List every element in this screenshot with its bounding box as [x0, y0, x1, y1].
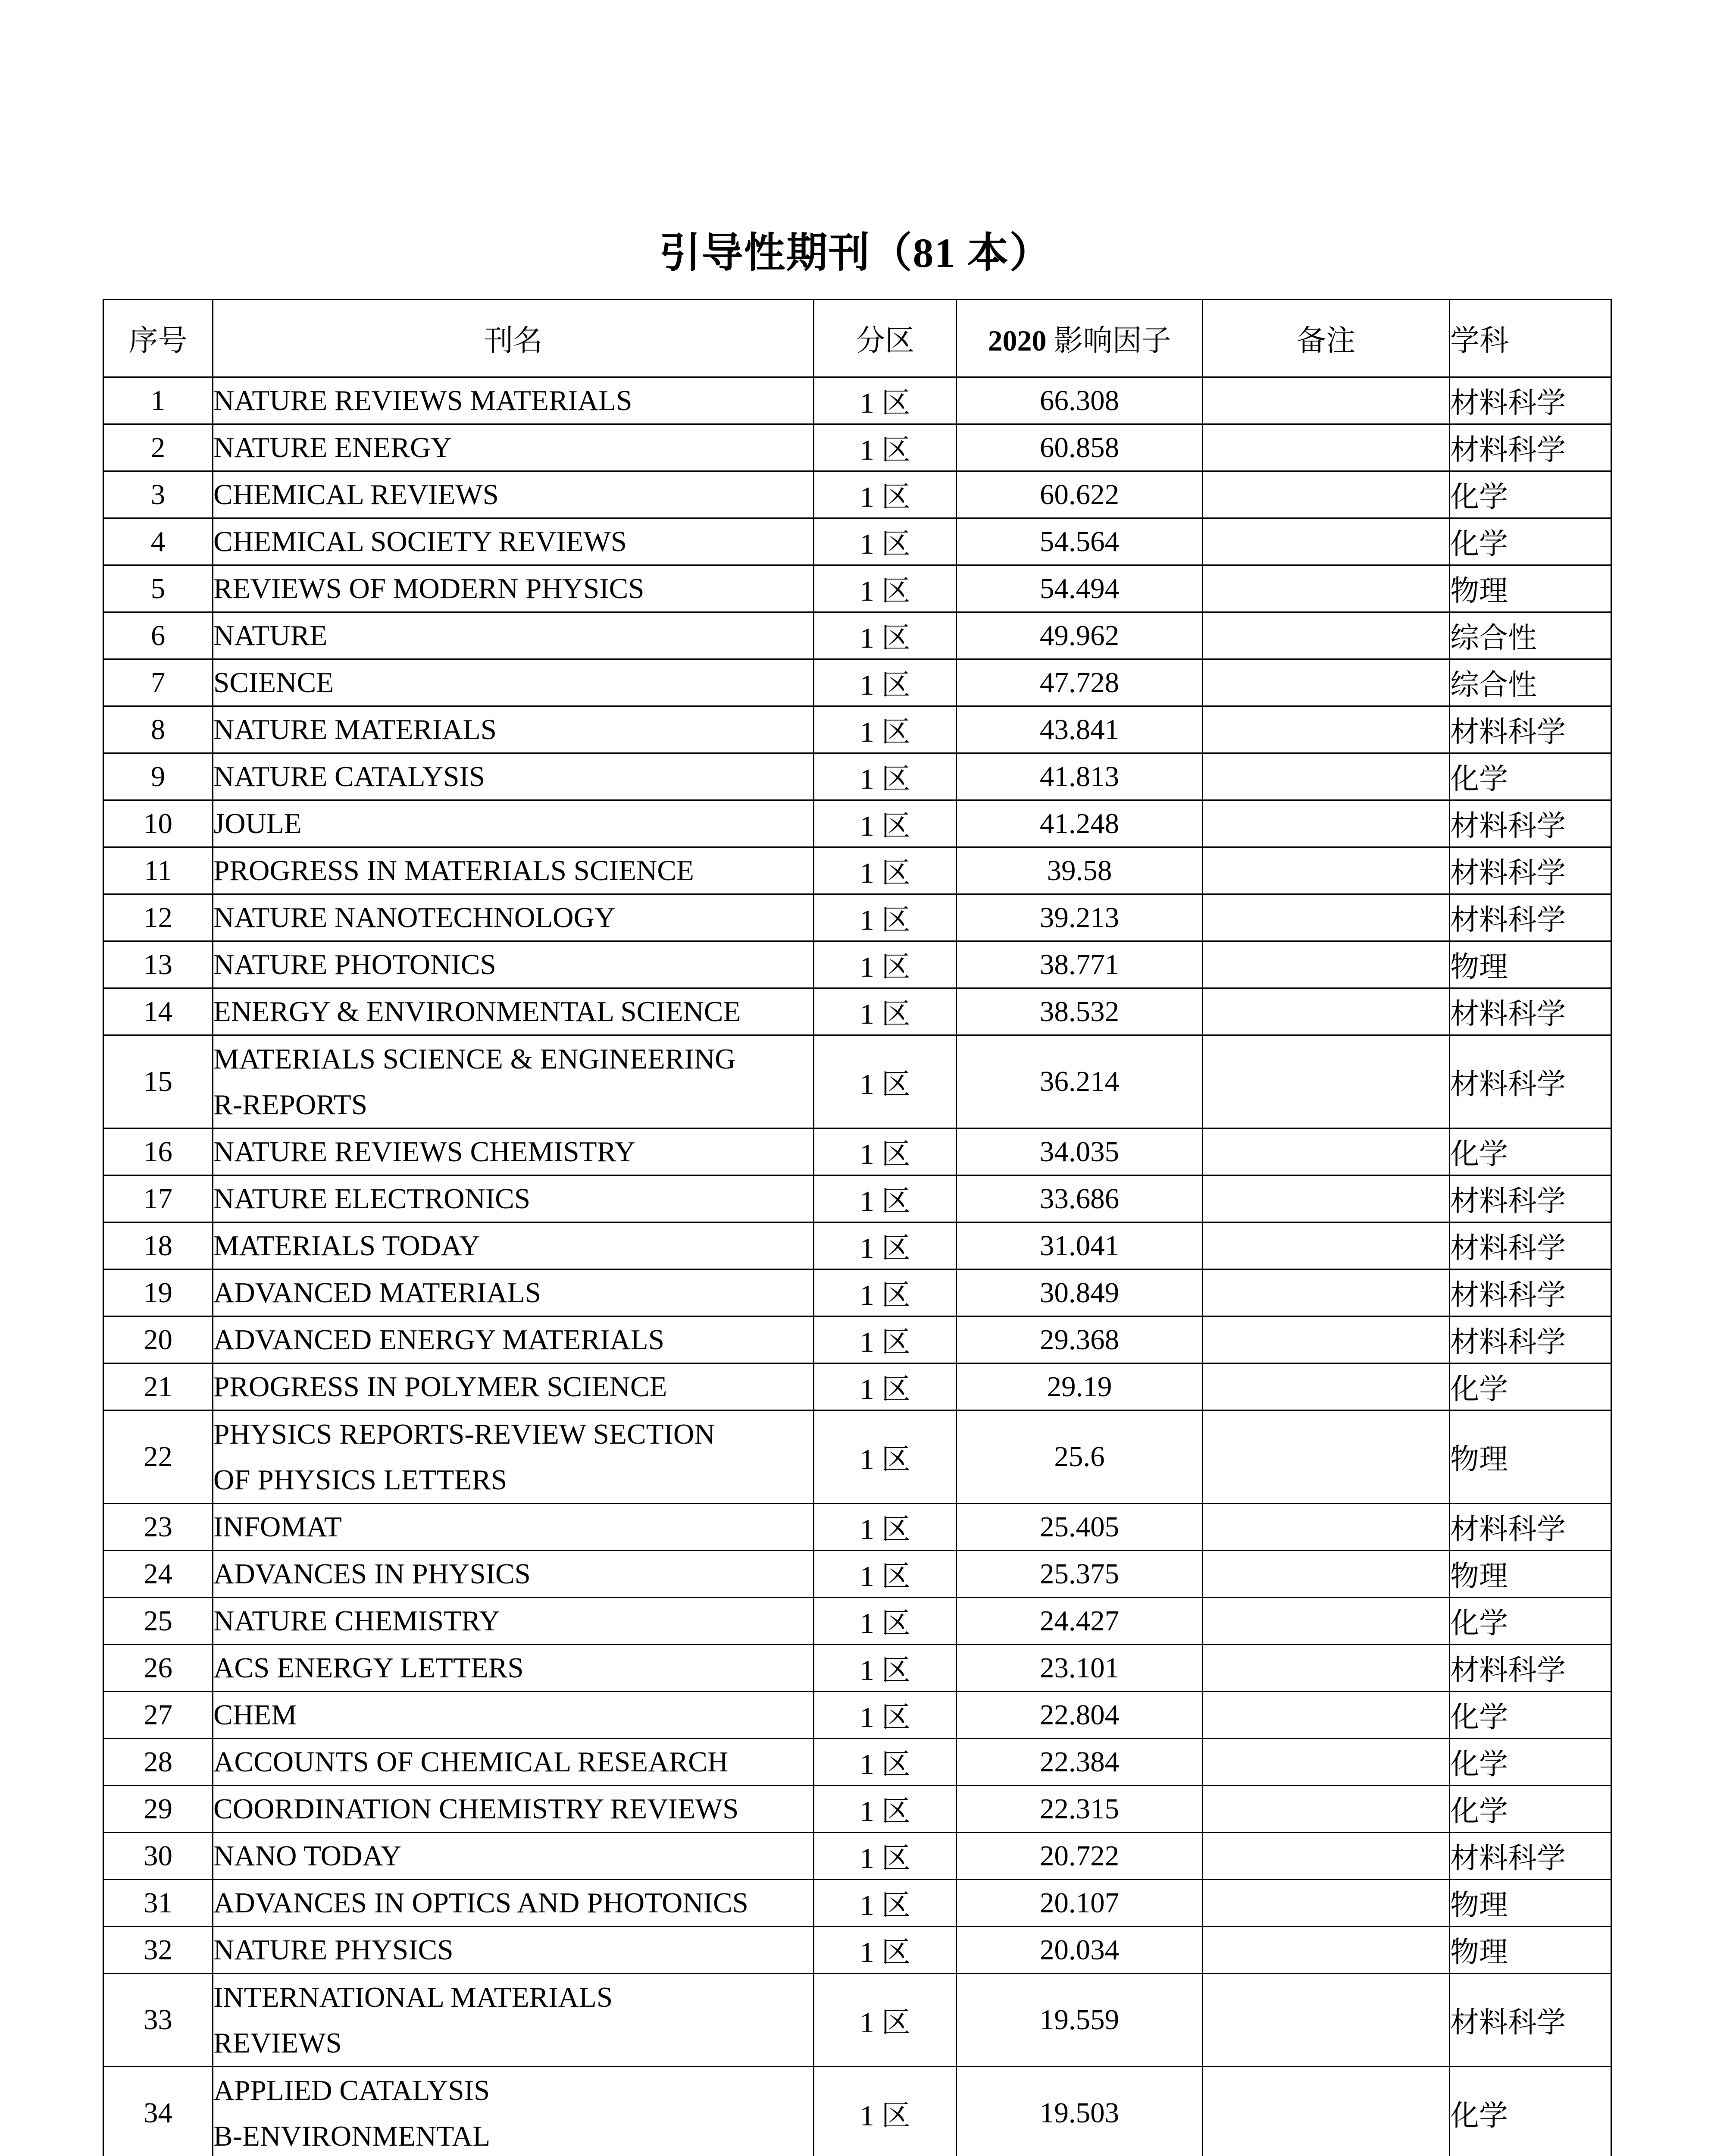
table-row — [103, 1551, 1611, 1598]
cell-name: ENERGY & ENVIRONMENTAL SCIENCE — [213, 988, 814, 1035]
cell-subject: 化学 — [1450, 1363, 1611, 1410]
table-row — [103, 1598, 1611, 1645]
cell-note — [1203, 1786, 1450, 1833]
cell-subject: 物理 — [1450, 1880, 1611, 1927]
cell-name: NATURE MATERIALS — [213, 706, 814, 753]
cell-name: NATURE ELECTRONICS — [213, 1175, 814, 1222]
cell-impact-factor: 23.101 — [957, 1645, 1203, 1692]
table-row — [103, 471, 1611, 518]
cell-note — [1203, 424, 1450, 471]
table-row — [103, 1175, 1611, 1222]
cell-zone: 1 区 — [814, 1222, 957, 1269]
cell-note — [1203, 1175, 1450, 1222]
cell-subject: 材料科学 — [1450, 800, 1611, 847]
cell-zone: 1 区 — [814, 1598, 957, 1645]
cell-name: NATURE ENERGY — [213, 424, 814, 471]
cell-zone: 1 区 — [814, 518, 957, 565]
cell-subject: 材料科学 — [1450, 988, 1611, 1035]
cell-no: 27 — [103, 1692, 213, 1739]
cell-no: 31 — [103, 1880, 213, 1927]
cell-name: ADVANCES IN OPTICS AND PHOTONICS — [213, 1880, 814, 1927]
cell-zone: 1 区 — [814, 1316, 957, 1363]
cell-name: CHEMICAL REVIEWS — [213, 471, 814, 518]
cell-name: ADVANCES IN PHYSICS — [213, 1551, 814, 1598]
cell-impact-factor: 30.849 — [957, 1269, 1203, 1316]
cell-impact-factor: 54.494 — [957, 565, 1203, 612]
table-row — [103, 518, 1611, 565]
table-row — [103, 424, 1611, 471]
table-row — [103, 1833, 1611, 1880]
cell-impact-factor: 19.559 — [957, 1974, 1203, 2067]
cell-no: 3 — [103, 471, 213, 518]
cell-zone: 1 区 — [814, 659, 957, 706]
header-no: 序号 — [103, 300, 213, 377]
cell-name: ACCOUNTS OF CHEMICAL RESEARCH — [213, 1739, 814, 1786]
header-zone: 分区 — [814, 300, 957, 377]
cell-no: 4 — [103, 518, 213, 565]
table-row — [103, 1786, 1611, 1833]
table-row — [103, 1645, 1611, 1692]
cell-impact-factor: 47.728 — [957, 659, 1203, 706]
cell-impact-factor: 41.248 — [957, 800, 1203, 847]
cell-no: 29 — [103, 1786, 213, 1833]
cell-impact-factor: 38.532 — [957, 988, 1203, 1035]
cell-impact-factor: 38.771 — [957, 941, 1203, 988]
table-row — [103, 800, 1611, 847]
cell-subject: 材料科学 — [1450, 1269, 1611, 1316]
cell-no: 7 — [103, 659, 213, 706]
table-row — [103, 1363, 1611, 1410]
cell-no: 34 — [103, 2067, 213, 2156]
table-row — [103, 1504, 1611, 1551]
cell-name-line-1: INTERNATIONAL MATERIALS — [213, 1981, 613, 2013]
cell-zone: 1 区 — [814, 1035, 957, 1128]
cell-no: 17 — [103, 1175, 213, 1222]
cell-no: 6 — [103, 612, 213, 659]
cell-impact-factor: 20.722 — [957, 1833, 1203, 1880]
cell-name-line-2: REVIEWS — [213, 2027, 342, 2059]
cell-note — [1203, 1128, 1450, 1175]
cell-name: PROGRESS IN POLYMER SCIENCE — [213, 1363, 814, 1410]
cell-zone: 1 区 — [814, 1269, 957, 1316]
cell-name: NATURE REVIEWS CHEMISTRY — [213, 1128, 814, 1175]
cell-subject: 化学 — [1450, 1786, 1611, 1833]
cell-no: 2 — [103, 424, 213, 471]
cell-name: SCIENCE — [213, 659, 814, 706]
cell-name: ACS ENERGY LETTERS — [213, 1645, 814, 1692]
cell-no: 16 — [103, 1128, 213, 1175]
cell-name: ADVANCED MATERIALS — [213, 1269, 814, 1316]
journal-table — [103, 299, 1612, 2156]
cell-zone: 1 区 — [814, 1786, 957, 1833]
cell-subject: 材料科学 — [1450, 1833, 1611, 1880]
cell-impact-factor: 22.384 — [957, 1739, 1203, 1786]
cell-subject: 材料科学 — [1450, 894, 1611, 941]
header-name: 刊名 — [213, 300, 814, 377]
cell-subject: 化学 — [1450, 1692, 1611, 1739]
cell-zone: 1 区 — [814, 565, 957, 612]
cell-zone: 1 区 — [814, 1410, 957, 1504]
cell-impact-factor: 31.041 — [957, 1222, 1203, 1269]
cell-note — [1203, 800, 1450, 847]
cell-note — [1203, 1035, 1450, 1128]
cell-subject: 材料科学 — [1450, 706, 1611, 753]
cell-no: 12 — [103, 894, 213, 941]
cell-subject: 化学 — [1450, 1128, 1611, 1175]
cell-no: 8 — [103, 706, 213, 753]
cell-no: 10 — [103, 800, 213, 847]
cell-impact-factor: 41.813 — [957, 753, 1203, 800]
cell-note — [1203, 847, 1450, 894]
cell-impact-factor: 54.564 — [957, 518, 1203, 565]
cell-no: 33 — [103, 1974, 213, 2067]
cell-name: REVIEWS OF MODERN PHYSICS — [213, 565, 814, 612]
cell-subject: 材料科学 — [1450, 1316, 1611, 1363]
cell-name — [213, 1035, 814, 1128]
cell-subject: 化学 — [1450, 471, 1611, 518]
cell-subject: 物理 — [1450, 1927, 1611, 1974]
cell-no: 23 — [103, 1504, 213, 1551]
cell-subject: 化学 — [1450, 753, 1611, 800]
header-if-year: 2020 — [988, 324, 1047, 357]
cell-impact-factor: 39.58 — [957, 847, 1203, 894]
cell-name — [213, 2067, 814, 2156]
cell-zone: 1 区 — [814, 1504, 957, 1551]
cell-no: 20 — [103, 1316, 213, 1363]
table-row — [103, 377, 1611, 424]
table-row — [103, 1035, 1611, 1128]
cell-no: 18 — [103, 1222, 213, 1269]
cell-subject: 材料科学 — [1450, 1175, 1611, 1222]
cell-impact-factor: 66.308 — [957, 377, 1203, 424]
cell-name: PROGRESS IN MATERIALS SCIENCE — [213, 847, 814, 894]
cell-zone: 1 区 — [814, 1692, 957, 1739]
table-row — [103, 706, 1611, 753]
cell-no: 9 — [103, 753, 213, 800]
cell-note — [1203, 565, 1450, 612]
cell-zone: 1 区 — [814, 753, 957, 800]
cell-name-line-2: B-ENVIRONMENTAL — [213, 2120, 491, 2152]
cell-note — [1203, 1645, 1450, 1692]
cell-note — [1203, 1739, 1450, 1786]
table-row — [103, 1692, 1611, 1739]
cell-zone: 1 区 — [814, 424, 957, 471]
table-row — [103, 847, 1611, 894]
cell-note — [1203, 1269, 1450, 1316]
cell-no: 22 — [103, 1410, 213, 1504]
cell-name-line-1: MATERIALS SCIENCE & ENGINEERING — [213, 1043, 736, 1075]
cell-name: NATURE PHOTONICS — [213, 941, 814, 988]
table-row — [103, 1880, 1611, 1927]
cell-impact-factor: 22.315 — [957, 1786, 1203, 1833]
cell-zone: 1 区 — [814, 1833, 957, 1880]
cell-note — [1203, 753, 1450, 800]
cell-zone: 1 区 — [814, 471, 957, 518]
table-row — [103, 1927, 1611, 1974]
cell-no: 24 — [103, 1551, 213, 1598]
table-row — [103, 941, 1611, 988]
cell-zone: 1 区 — [814, 1880, 957, 1927]
cell-name: JOULE — [213, 800, 814, 847]
cell-note — [1203, 1833, 1450, 1880]
table-row — [103, 612, 1611, 659]
cell-name-line-1: APPLIED CATALYSIS — [213, 2074, 490, 2106]
cell-impact-factor: 34.035 — [957, 1128, 1203, 1175]
table-row — [103, 1739, 1611, 1786]
cell-impact-factor: 25.6 — [957, 1410, 1203, 1504]
cell-note — [1203, 1974, 1450, 2067]
cell-subject: 化学 — [1450, 1598, 1611, 1645]
cell-note — [1203, 518, 1450, 565]
cell-zone: 1 区 — [814, 612, 957, 659]
cell-zone: 1 区 — [814, 894, 957, 941]
table-row — [103, 753, 1611, 800]
cell-note — [1203, 377, 1450, 424]
header-note: 备注 — [1203, 300, 1450, 377]
table-row — [103, 659, 1611, 706]
cell-no: 13 — [103, 941, 213, 988]
cell-zone: 1 区 — [814, 706, 957, 753]
cell-subject: 物理 — [1450, 1551, 1611, 1598]
cell-note — [1203, 1551, 1450, 1598]
header-if-label: 影响因子 — [1054, 324, 1171, 357]
cell-name: NATURE REVIEWS MATERIALS — [213, 377, 814, 424]
cell-impact-factor: 39.213 — [957, 894, 1203, 941]
cell-name: NATURE — [213, 612, 814, 659]
cell-subject: 综合性 — [1450, 659, 1611, 706]
cell-name-line-1: PHYSICS REPORTS-REVIEW SECTION — [213, 1418, 715, 1450]
cell-subject: 物理 — [1450, 565, 1611, 612]
cell-name: NATURE NANOTECHNOLOGY — [213, 894, 814, 941]
cell-subject: 综合性 — [1450, 612, 1611, 659]
table-row — [103, 1316, 1611, 1363]
cell-subject: 材料科学 — [1450, 1035, 1611, 1128]
cell-name: CHEM — [213, 1692, 814, 1739]
cell-no: 32 — [103, 1927, 213, 1974]
cell-zone: 1 区 — [814, 1974, 957, 2067]
cell-note — [1203, 1316, 1450, 1363]
cell-note — [1203, 1880, 1450, 1927]
table-row — [103, 1222, 1611, 1269]
cell-subject: 材料科学 — [1450, 1504, 1611, 1551]
cell-name: CHEMICAL SOCIETY REVIEWS — [213, 518, 814, 565]
cell-zone: 1 区 — [814, 1739, 957, 1786]
cell-no: 15 — [103, 1035, 213, 1128]
table-row — [103, 1410, 1611, 1504]
cell-name: COORDINATION CHEMISTRY REVIEWS — [213, 1786, 814, 1833]
cell-zone: 1 区 — [814, 800, 957, 847]
cell-name: NANO TODAY — [213, 1833, 814, 1880]
cell-subject: 化学 — [1450, 1739, 1611, 1786]
cell-name — [213, 1410, 814, 1504]
cell-name: INFOMAT — [213, 1504, 814, 1551]
cell-name: NATURE PHYSICS — [213, 1927, 814, 1974]
cell-note — [1203, 894, 1450, 941]
cell-impact-factor: 20.034 — [957, 1927, 1203, 1974]
cell-no: 26 — [103, 1645, 213, 1692]
cell-no: 19 — [103, 1269, 213, 1316]
cell-impact-factor: 60.858 — [957, 424, 1203, 471]
table-row — [103, 1269, 1611, 1316]
cell-zone: 1 区 — [814, 1363, 957, 1410]
cell-zone: 1 区 — [814, 847, 957, 894]
cell-note — [1203, 1692, 1450, 1739]
table-row — [103, 988, 1611, 1035]
table-row — [103, 565, 1611, 612]
cell-name — [213, 1974, 814, 2067]
cell-subject: 材料科学 — [1450, 1974, 1611, 2067]
cell-zone: 1 区 — [814, 1645, 957, 1692]
header-impact-factor — [957, 300, 1203, 377]
cell-no: 30 — [103, 1833, 213, 1880]
cell-subject: 材料科学 — [1450, 377, 1611, 424]
cell-impact-factor: 20.107 — [957, 1880, 1203, 1927]
cell-name-line-2: OF PHYSICS LETTERS — [213, 1463, 507, 1496]
cell-zone: 1 区 — [814, 941, 957, 988]
cell-subject: 物理 — [1450, 1410, 1611, 1504]
cell-zone: 1 区 — [814, 1551, 957, 1598]
cell-note — [1203, 659, 1450, 706]
cell-subject: 材料科学 — [1450, 424, 1611, 471]
table-row — [103, 1128, 1611, 1175]
cell-note — [1203, 706, 1450, 753]
table-row — [103, 2067, 1611, 2156]
cell-note — [1203, 2067, 1450, 2156]
cell-note — [1203, 988, 1450, 1035]
page-title: 引导性期刊（81 本） — [659, 230, 1052, 276]
cell-impact-factor: 49.962 — [957, 612, 1203, 659]
cell-subject: 物理 — [1450, 941, 1611, 988]
cell-no: 25 — [103, 1598, 213, 1645]
cell-note — [1203, 941, 1450, 988]
cell-no: 11 — [103, 847, 213, 894]
cell-impact-factor: 25.405 — [957, 1504, 1203, 1551]
cell-zone: 1 区 — [814, 988, 957, 1035]
cell-no: 21 — [103, 1363, 213, 1410]
cell-name-line-2: R-REPORTS — [213, 1088, 368, 1121]
table-body — [103, 377, 1611, 2156]
cell-subject: 化学 — [1450, 2067, 1611, 2156]
table-header-row — [103, 300, 1611, 377]
cell-impact-factor: 22.804 — [957, 1692, 1203, 1739]
cell-zone: 1 区 — [814, 377, 957, 424]
table-row — [103, 894, 1611, 941]
cell-subject: 材料科学 — [1450, 1645, 1611, 1692]
cell-impact-factor: 25.375 — [957, 1551, 1203, 1598]
cell-impact-factor: 36.214 — [957, 1035, 1203, 1128]
cell-impact-factor: 29.368 — [957, 1316, 1203, 1363]
cell-no: 5 — [103, 565, 213, 612]
cell-no: 14 — [103, 988, 213, 1035]
table-row — [103, 1974, 1611, 2067]
cell-note — [1203, 1410, 1450, 1504]
cell-note — [1203, 471, 1450, 518]
cell-subject: 化学 — [1450, 518, 1611, 565]
cell-name: NATURE CATALYSIS — [213, 753, 814, 800]
cell-zone: 1 区 — [814, 1175, 957, 1222]
cell-note — [1203, 1927, 1450, 1974]
cell-impact-factor: 60.622 — [957, 471, 1203, 518]
cell-zone: 1 区 — [814, 2067, 957, 2156]
cell-note — [1203, 1504, 1450, 1551]
header-subject: 学科 — [1450, 300, 1611, 377]
cell-note — [1203, 1598, 1450, 1645]
cell-impact-factor: 24.427 — [957, 1598, 1203, 1645]
cell-name: NATURE CHEMISTRY — [213, 1598, 814, 1645]
cell-note — [1203, 1363, 1450, 1410]
cell-impact-factor: 43.841 — [957, 706, 1203, 753]
cell-zone: 1 区 — [814, 1927, 957, 1974]
cell-impact-factor: 19.503 — [957, 2067, 1203, 2156]
cell-zone: 1 区 — [814, 1128, 957, 1175]
cell-impact-factor: 33.686 — [957, 1175, 1203, 1222]
cell-impact-factor: 29.19 — [957, 1363, 1203, 1410]
cell-subject: 材料科学 — [1450, 1222, 1611, 1269]
cell-note — [1203, 1222, 1450, 1269]
cell-name: ADVANCED ENERGY MATERIALS — [213, 1316, 814, 1363]
cell-subject: 材料科学 — [1450, 847, 1611, 894]
cell-note — [1203, 612, 1450, 659]
cell-no: 1 — [103, 377, 213, 424]
cell-name: MATERIALS TODAY — [213, 1222, 814, 1269]
cell-no: 28 — [103, 1739, 213, 1786]
